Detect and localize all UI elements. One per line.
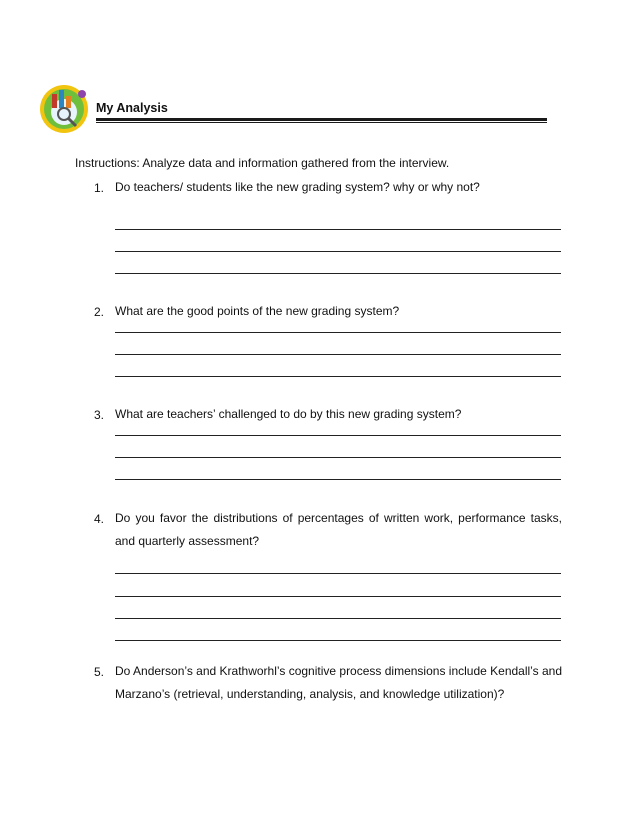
answer-line[interactable] [115,640,561,641]
question-number: 5. [94,665,105,679]
question-number: 1. [94,181,105,195]
question-text: What are teachers’ challenged to do by this new grading system? [115,407,462,421]
answer-line[interactable] [115,573,561,574]
answer-line[interactable] [115,251,561,252]
title-divider [96,118,547,123]
question-number: 2. [94,305,105,319]
question-text: Do Anderson’s and Krathworhl’s cognitive process dimensions include Kendall’s and Marzano’s (retrieval, understanding, analysis, and knowledge utilization)? [115,664,562,701]
question-text: What are the good points of the new grading system? [115,304,400,318]
answer-line[interactable] [115,229,561,230]
instructions-text: Instructions: Analyze data and information gathered from the interview. [75,156,450,170]
answer-line[interactable] [115,273,561,274]
answer-line[interactable] [115,332,561,333]
question-number: 3. [94,408,105,422]
section-title: My Analysis [96,101,168,115]
answer-line[interactable] [115,479,561,480]
question-text: Do you favor the distributions of percentages of written work, performance tasks, and quarterly assessment? [115,511,562,548]
answer-line[interactable] [115,376,561,377]
question-number: 4. [94,512,105,526]
answer-line[interactable] [115,435,561,436]
answer-line[interactable] [115,618,561,619]
answer-line[interactable] [115,596,561,597]
answer-line[interactable] [115,457,561,458]
answer-line[interactable] [115,354,561,355]
question-text: Do teachers/ students like the new grading system? why or why not? [115,180,480,194]
analysis-logo-icon [38,82,96,136]
